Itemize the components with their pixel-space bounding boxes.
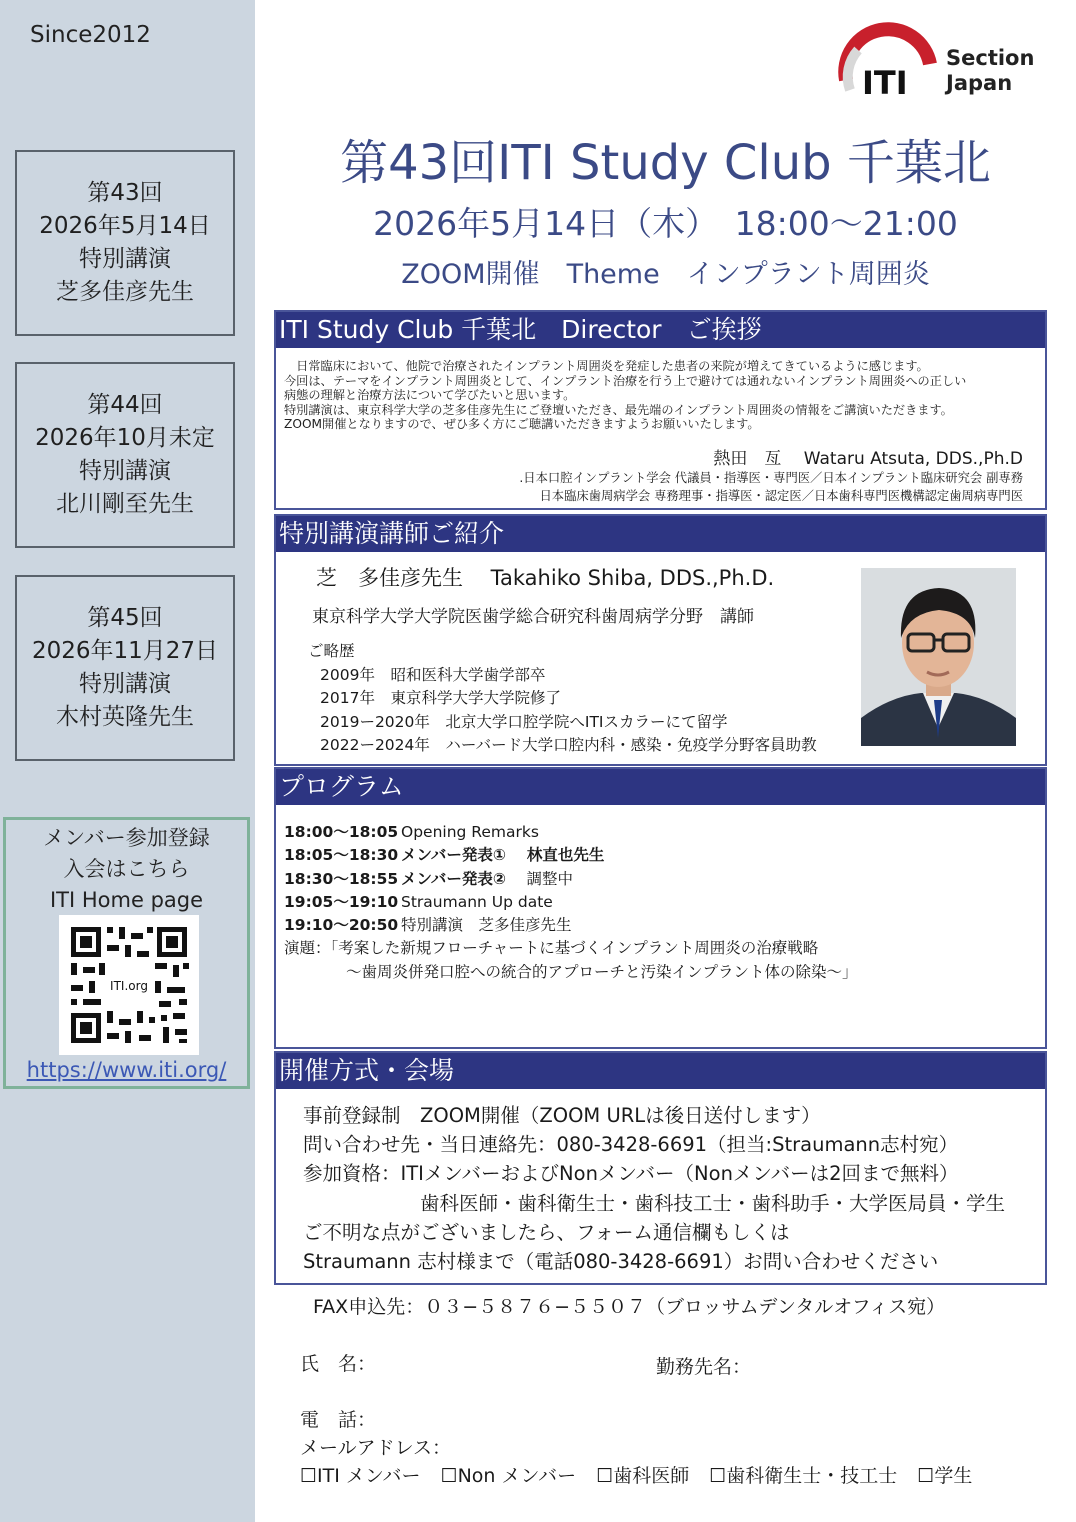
- qr-label: ITI.org: [110, 979, 148, 993]
- event-datetime: 2026年5月14日（木） 18:00～21:00: [373, 204, 958, 243]
- program-time: 18:00～18:05: [284, 823, 399, 841]
- greeting-line: 日常臨床において、他院で治療されたインプラント周囲炎を発症した患者の来院が増えてきているように感じます。: [284, 359, 929, 373]
- lecture-subtitle: ～歯周炎併発口腔への統合的アプローチと汚染インプラント体の除染～」: [284, 962, 858, 981]
- session-number: 第44回: [87, 392, 163, 418]
- history-label: ご略歴: [308, 642, 355, 660]
- workplace-field-label[interactable]: 勤務先名：: [656, 1356, 752, 1378]
- program-title: Opening Remarks: [401, 823, 539, 841]
- logo-line: Japan: [946, 71, 1013, 95]
- history-item: 2022ー2024年 ハーバード大学口腔内科・感染・免疫学分野客員助教: [320, 736, 817, 754]
- program-time: 18:30～18:55: [284, 869, 399, 888]
- speaker-name: 芝 多佳彦先生 Takahiko Shiba, DDS.,Ph.D.: [316, 566, 775, 590]
- lecture-title: 演題：「考案した新規フローチャートに基づくインプラント周囲炎の治療戦略: [284, 939, 819, 958]
- section-heading: 開催方式・会場: [276, 1053, 1045, 1089]
- session-number: 第45回: [87, 605, 163, 631]
- session-date: 2026年5月14日: [39, 213, 211, 239]
- session-card-44: [15, 362, 235, 548]
- venue-line: 歯科医師・歯科衛生士・歯科技工士・歯科助手・大学医局員・学生: [303, 1191, 1006, 1215]
- venue-line: ご不明な点がございましたら、フォーム通信欄もしくは: [303, 1220, 790, 1244]
- speaker-affiliation: 東京科学大学大学院医歯学総合研究科歯周病学分野 講師: [312, 607, 754, 627]
- speaker-photo: [861, 568, 1016, 746]
- register-line: 入会はこちら: [63, 857, 190, 881]
- checkbox-dentist[interactable]: ☐歯科医師: [596, 1465, 690, 1487]
- session-date: 2026年10月未定: [35, 425, 215, 451]
- program-time: 19:05～19:10: [284, 892, 399, 911]
- session-type: 特別講演: [79, 458, 171, 484]
- program-title-bold: メンバー発表②: [401, 869, 507, 888]
- register-line: ITI Home page: [49, 888, 204, 912]
- session-card-43: [15, 150, 235, 336]
- director-title: .日本口腔インプラント学会 代議員・指導医・専門医／日本インプラント臨床研究会 副専務: [519, 470, 1023, 485]
- session-number: 第43回: [87, 180, 163, 206]
- program-item: [284, 914, 858, 937]
- greeting-line: ZOOM開催となりますので、ぜひ多く方にご聴講いただきますようお願いいたします。: [284, 417, 760, 432]
- venue-line: 事前登録制 ZOOM開催（ZOOM URLは後日送付します）: [303, 1104, 821, 1127]
- greeting-line: 病態の理解と治療方法について学びたいと思います。: [284, 388, 576, 403]
- program-item: [284, 844, 858, 867]
- iti-homepage-link[interactable]: https://www.iti.org/: [26, 1058, 227, 1082]
- checkbox-non-member[interactable]: ☐Non メンバー: [440, 1465, 577, 1487]
- section-heading: ITI Study Club 千葉北 Director ご挨拶: [276, 312, 1045, 348]
- phone-field-label[interactable]: 電 話：: [300, 1409, 377, 1431]
- session-speaker: 北川剛至先生: [56, 491, 194, 517]
- venue-line: Straumann 志村様まで（電話080-3428-6691）お問い合わせください: [303, 1250, 939, 1274]
- program-item: [284, 821, 858, 844]
- checkbox-iti-member[interactable]: ☐ITI メンバー: [300, 1465, 421, 1487]
- greeting-section: [274, 310, 1047, 510]
- section-heading: 特別講演講師ご紹介: [276, 516, 1045, 552]
- program-title: 特別講演 芝多佳彦先生: [401, 916, 572, 935]
- session-type: 特別講演: [79, 671, 171, 697]
- qr-code-icon[interactable]: [59, 915, 199, 1055]
- director-signature: 熱田 亙 Wataru Atsuta, DDS.,Ph.D: [713, 448, 1023, 469]
- speaker-history: [308, 640, 817, 758]
- email-field-label[interactable]: メールアドレス：: [300, 1437, 452, 1459]
- history-item: 2009年 昭和医科大学歯学部卒: [320, 665, 546, 684]
- history-item: 2017年 東京科学大学大学院修了: [320, 689, 561, 707]
- program-title: メンバー発表① 林直也先生: [401, 846, 605, 865]
- program-time: 18:05～18:30: [284, 846, 399, 865]
- program-item: [284, 891, 858, 914]
- program-list: [284, 821, 858, 984]
- program-section: [274, 767, 1047, 1049]
- speaker-section: [274, 514, 1047, 766]
- venue-details: [303, 1101, 1005, 1276]
- checkbox-student[interactable]: ☐学生: [917, 1465, 973, 1487]
- session-card-45: [15, 575, 235, 761]
- history-item: 2019ー2020年 北京大学口腔学院へITIスカラーにて留学: [320, 712, 728, 731]
- program-time: 19:10～20:50: [284, 916, 399, 935]
- name-field-label[interactable]: 氏 名：: [300, 1353, 377, 1375]
- session-speaker: 芝多佳彦先生: [56, 279, 194, 305]
- fax-number: FAX申込先：０３−５８７６−５５０７（ブロッサムデンタルオフィス宛）: [313, 1296, 946, 1318]
- program-title: Straumann Up date: [401, 892, 553, 911]
- program-title: [401, 870, 573, 888]
- session-type: 特別講演: [79, 246, 171, 272]
- program-item: [284, 868, 858, 891]
- greeting-line: 今回は、テーマをインプラント周囲炎として、インプラント治療を行う上で避けては通れないインプラント周囲炎への正しい: [284, 373, 967, 388]
- greeting-line: 特別講演は、東京科学大学の芝多佳彦先生にご登壇いただき、最先端のインプラント周囲炎の情報をご講演いただきます。: [284, 402, 953, 417]
- logo-brand: ITI: [862, 64, 908, 102]
- event-theme: ZOOM開催 Theme インプラント周囲炎: [401, 259, 930, 290]
- session-date: 2026年11月27日: [31, 638, 219, 664]
- since-label: Since2012: [30, 22, 151, 48]
- checkbox-hygienist-technician[interactable]: ☐歯科衛生士・技工士: [709, 1465, 898, 1487]
- page-title: 第43回ITI Study Club 千葉北: [340, 135, 991, 191]
- section-heading: プログラム: [276, 769, 1045, 805]
- director-title: 日本臨床歯周病学会 専務理事・指導医・認定医／日本歯科専門医機構認定歯周病専門医: [539, 488, 1023, 503]
- session-speaker: 木村英隆先生: [56, 704, 194, 730]
- logo-text: [946, 46, 1034, 96]
- venue-section: [274, 1051, 1047, 1285]
- register-line: メンバー参加登録: [43, 826, 210, 850]
- logo-line: Section: [946, 46, 1035, 70]
- venue-line: 問い合わせ先・当日連絡先：080-3428-6691（担当:Straumann志村宛）: [303, 1133, 959, 1157]
- greeting-body: [276, 348, 1045, 432]
- registration-box: [3, 817, 250, 1089]
- membership-options: [300, 1461, 972, 1488]
- program-title-rest: 調整中: [506, 869, 573, 888]
- venue-line: 参加資格：ITIメンバーおよびNonメンバー（Nonメンバーは2回まで無料）: [303, 1162, 959, 1186]
